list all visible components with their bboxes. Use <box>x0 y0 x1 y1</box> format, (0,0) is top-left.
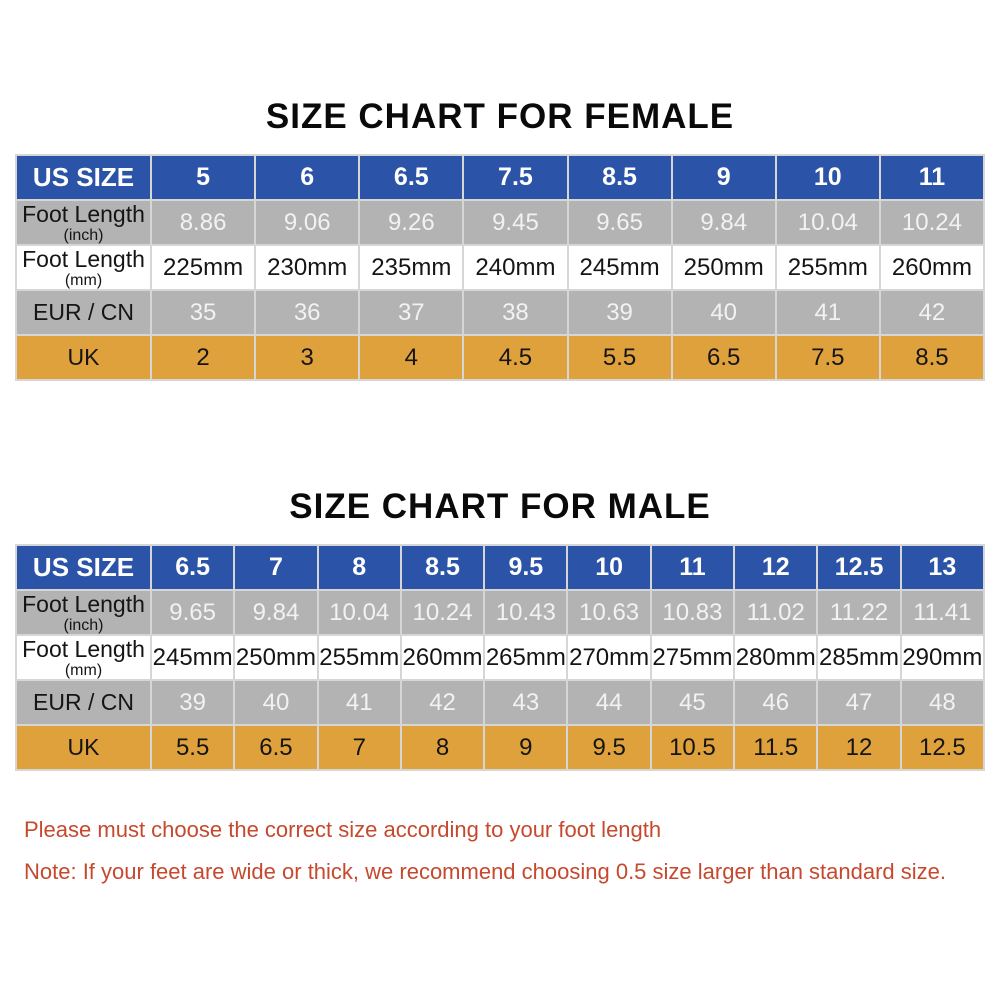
size-value-cell: 7.5 <box>776 335 880 380</box>
size-value-cell: 39 <box>568 290 672 335</box>
size-value-cell: 5.5 <box>151 725 234 770</box>
row-label-unit: (mm) <box>64 271 103 289</box>
size-value-cell: 39 <box>151 680 234 725</box>
row-label <box>16 245 151 290</box>
size-value-cell: 245mm <box>568 245 672 290</box>
row-label <box>16 290 151 335</box>
size-value-cell: 41 <box>318 680 401 725</box>
size-value-cell: 260mm <box>401 635 484 680</box>
size-value-cell: 9.5 <box>484 545 567 590</box>
table-row <box>16 155 984 200</box>
size-value-cell: 12 <box>734 545 817 590</box>
row-label-unit: (inch) <box>63 616 104 634</box>
size-value-cell: 6.5 <box>234 725 317 770</box>
size-value-cell: 36 <box>255 290 359 335</box>
size-value-cell: 10.5 <box>651 725 734 770</box>
size-value-cell: 6.5 <box>672 335 776 380</box>
row-label-text: UK <box>67 344 100 370</box>
female-size-table-body <box>16 155 984 380</box>
male-size-chart-title: SIZE CHART FOR MALE <box>289 487 711 526</box>
size-value-cell: 235mm <box>359 245 463 290</box>
size-value-cell: 45 <box>651 680 734 725</box>
size-value-cell: 4 <box>359 335 463 380</box>
table-row <box>16 200 984 245</box>
size-value-cell: 11 <box>651 545 734 590</box>
size-value-cell: 8 <box>318 545 401 590</box>
size-value-cell: 225mm <box>151 245 255 290</box>
size-value-cell: 9.84 <box>672 200 776 245</box>
size-value-cell: 8 <box>401 725 484 770</box>
size-value-cell: 9.65 <box>151 590 234 635</box>
size-value-cell: 5 <box>151 155 255 200</box>
size-value-cell: 240mm <box>463 245 567 290</box>
row-label-text: UK <box>67 734 100 760</box>
table-row <box>16 725 984 770</box>
size-value-cell: 270mm <box>567 635 650 680</box>
size-value-cell: 6 <box>255 155 359 200</box>
size-value-cell: 48 <box>901 680 984 725</box>
size-value-cell: 8.5 <box>568 155 672 200</box>
size-value-cell: 11.22 <box>817 590 900 635</box>
size-value-cell: 9 <box>672 155 776 200</box>
row-label <box>16 590 151 635</box>
size-value-cell: 8.5 <box>880 335 984 380</box>
size-value-cell: 7 <box>234 545 317 590</box>
size-value-cell: 10.04 <box>318 590 401 635</box>
male-size-table-body <box>16 545 984 770</box>
size-value-cell: 8.5 <box>401 545 484 590</box>
size-value-cell: 46 <box>734 680 817 725</box>
table-row <box>16 245 984 290</box>
male-size-table <box>15 544 985 771</box>
size-value-cell: 6.5 <box>151 545 234 590</box>
size-value-cell: 255mm <box>776 245 880 290</box>
size-value-cell: 10.04 <box>776 200 880 245</box>
size-value-cell: 275mm <box>651 635 734 680</box>
table-row <box>16 290 984 335</box>
size-value-cell: 35 <box>151 290 255 335</box>
size-value-cell: 12.5 <box>817 545 900 590</box>
row-label-unit: (inch) <box>63 226 104 244</box>
size-value-cell: 260mm <box>880 245 984 290</box>
size-value-cell: 43 <box>484 680 567 725</box>
size-value-cell: 10.24 <box>401 590 484 635</box>
size-value-cell: 7.5 <box>463 155 567 200</box>
size-value-cell: 9.84 <box>234 590 317 635</box>
size-value-cell: 40 <box>672 290 776 335</box>
size-value-cell: 250mm <box>234 635 317 680</box>
row-label-text: US SIZE <box>32 552 135 582</box>
size-value-cell: 12 <box>817 725 900 770</box>
table-row <box>16 335 984 380</box>
size-value-cell: 4.5 <box>463 335 567 380</box>
size-value-cell: 245mm <box>151 635 234 680</box>
row-label-text: Foot Length <box>22 635 145 662</box>
table-row <box>16 590 984 635</box>
size-value-cell: 255mm <box>318 635 401 680</box>
size-value-cell: 2 <box>151 335 255 380</box>
size-value-cell: 11.5 <box>734 725 817 770</box>
size-value-cell: 6.5 <box>359 155 463 200</box>
size-value-cell: 7 <box>318 725 401 770</box>
female-size-table <box>15 154 985 381</box>
size-value-cell: 10.43 <box>484 590 567 635</box>
size-value-cell: 41 <box>776 290 880 335</box>
size-value-cell: 5.5 <box>568 335 672 380</box>
size-value-cell: 10.24 <box>880 200 984 245</box>
row-label-text: EUR / CN <box>33 299 134 325</box>
size-value-cell: 9 <box>484 725 567 770</box>
size-value-cell: 11.41 <box>901 590 984 635</box>
size-value-cell: 285mm <box>817 635 900 680</box>
note-wide-feet-recommendation: Note: If your feet are wide or thick, we recommend choosing 0.5 size larger than standard size. <box>24 859 947 884</box>
size-value-cell: 9.65 <box>568 200 672 245</box>
size-value-cell: 265mm <box>484 635 567 680</box>
size-value-cell: 10.83 <box>651 590 734 635</box>
row-label-text: US SIZE <box>32 162 135 192</box>
row-label <box>16 635 151 680</box>
table-row <box>16 545 984 590</box>
size-value-cell: 280mm <box>734 635 817 680</box>
size-value-cell: 47 <box>817 680 900 725</box>
size-value-cell: 42 <box>401 680 484 725</box>
row-label <box>16 200 151 245</box>
size-value-cell: 10 <box>567 545 650 590</box>
row-label-text: EUR / CN <box>33 689 134 715</box>
row-label <box>16 680 151 725</box>
row-label <box>16 545 151 590</box>
size-value-cell: 9.06 <box>255 200 359 245</box>
size-value-cell: 9.26 <box>359 200 463 245</box>
size-value-cell: 40 <box>234 680 317 725</box>
row-label-text: Foot Length <box>22 590 145 617</box>
size-value-cell: 13 <box>901 545 984 590</box>
table-row <box>16 635 984 680</box>
size-value-cell: 10 <box>776 155 880 200</box>
female-size-chart-title: SIZE CHART FOR FEMALE <box>265 97 735 136</box>
note-choose-correct-size: Please must choose the correct size according to your foot length <box>24 817 662 842</box>
row-label-text: Foot Length <box>22 200 145 227</box>
size-value-cell: 44 <box>567 680 650 725</box>
size-value-cell: 250mm <box>672 245 776 290</box>
size-value-cell: 11.02 <box>734 590 817 635</box>
row-label <box>16 335 151 380</box>
size-value-cell: 9.5 <box>567 725 650 770</box>
row-label <box>16 725 151 770</box>
size-value-cell: 3 <box>255 335 359 380</box>
size-value-cell: 290mm <box>901 635 984 680</box>
size-value-cell: 37 <box>359 290 463 335</box>
footer-notes <box>24 817 1000 885</box>
size-value-cell: 9.45 <box>463 200 567 245</box>
size-value-cell: 42 <box>880 290 984 335</box>
row-label-text: Foot Length <box>22 245 145 272</box>
table-row <box>16 680 984 725</box>
size-value-cell: 10.63 <box>567 590 650 635</box>
size-value-cell: 38 <box>463 290 567 335</box>
size-value-cell: 12.5 <box>901 725 984 770</box>
row-label-unit: (mm) <box>64 661 103 679</box>
size-value-cell: 8.86 <box>151 200 255 245</box>
row-label <box>16 155 151 200</box>
size-value-cell: 11 <box>880 155 984 200</box>
size-value-cell: 230mm <box>255 245 359 290</box>
